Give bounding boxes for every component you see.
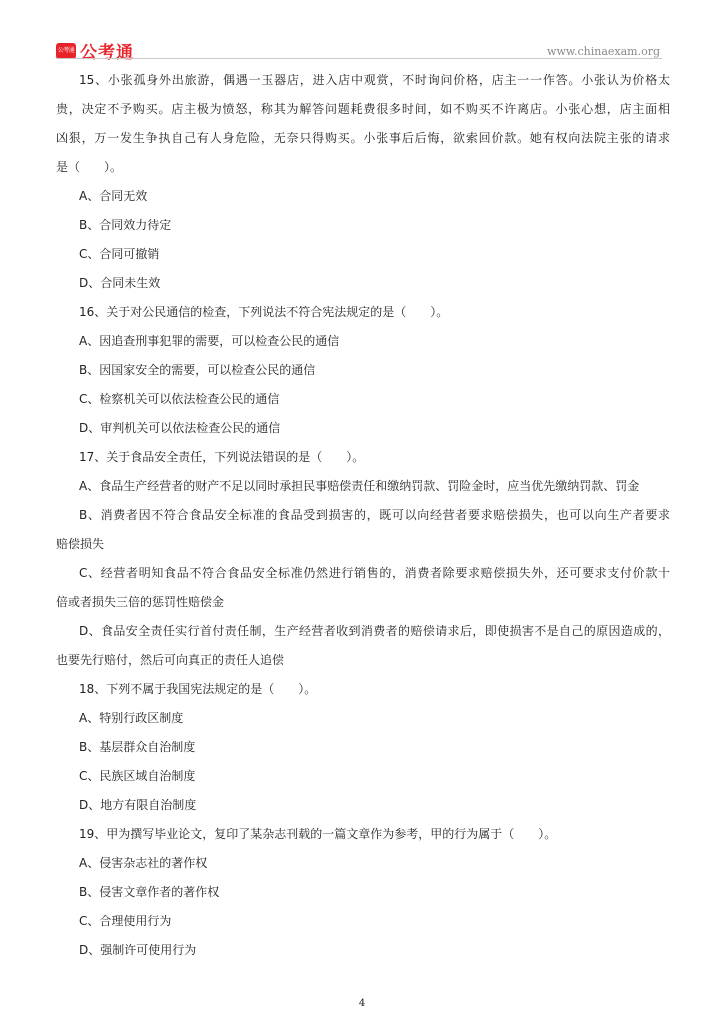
option-a[interactable] [56, 472, 670, 501]
option-text-line: A、侵害杂志社的著作权 [79, 856, 208, 870]
option-b[interactable] [56, 211, 670, 240]
option-a[interactable] [56, 327, 670, 356]
option-text-line: 倍或者损失三倍的惩罚性赔偿金 [56, 595, 225, 609]
option-text-line: C、经营者明知食品不符合食品安全标准仍然进行销售的，消费者除要求赔偿损失外，还可要求支付价款十 [79, 566, 670, 580]
option-d[interactable] [56, 269, 670, 298]
option-c[interactable] [56, 559, 670, 617]
option-text-line: A、因追查刑事犯罪的需要，可以检查公民的通信 [79, 334, 340, 348]
option-d[interactable] [56, 936, 670, 965]
option-b[interactable] [56, 356, 670, 385]
option-text-line: D、强制许可使用行为 [79, 943, 197, 957]
option-text-line: A、特别行政区制度 [79, 711, 184, 725]
option-text-line: A、食品生产经营者的财产不足以同时承担民事赔偿责任和缴纳罚款、罚险金时，应当优先缴纳罚款、罚金 [79, 479, 640, 493]
option-text-line: B、消费者因不符合食品安全标准的食品受到损害的，既可以向经营者要求赔偿损失，也可以向生产者要求 [79, 508, 670, 522]
brand-logo[interactable] [56, 38, 134, 63]
option-text-line: D、地方有限自治制度 [79, 798, 197, 812]
option-b[interactable] [56, 501, 670, 559]
option-d[interactable] [56, 617, 670, 675]
option-a[interactable] [56, 849, 670, 878]
option-a[interactable] [56, 182, 670, 211]
option-c[interactable] [56, 240, 670, 269]
question-stem-line: 贵，决定不予购买。店主极为愤怒，称其为解答问题耗费很多时间，如不购买不许离店。小张心想，店主面相 [56, 102, 670, 116]
page-header [56, 34, 662, 63]
option-text-line: D、食品安全责任实行首付责任制，生产经营者收到消费者的赔偿请求后，即使损害不是自己的原因造成的， [79, 624, 670, 638]
option-b[interactable] [56, 733, 670, 762]
question-19 [56, 820, 670, 965]
header-divider [56, 58, 662, 59]
option-text-line: 赔偿损失 [56, 537, 105, 551]
logo-badge-icon: 公考通 [56, 43, 76, 59]
option-text-line: C、检察机关可以依法检查公民的通信 [79, 392, 280, 406]
option-c[interactable] [56, 762, 670, 791]
question-18 [56, 675, 670, 820]
option-text-line: D、合同未生效 [79, 276, 161, 290]
option-text-line: B、合同效力待定 [79, 218, 172, 232]
page-number: 4 [358, 998, 366, 1009]
question-stem-line: 是（ ）。 [56, 160, 123, 174]
question-list [56, 66, 670, 965]
option-text-line: A、合同无效 [79, 189, 148, 203]
question-stem-line: 凶狠，万一发生争执自己有人身危险，无奈只得购买。小张事后后悔，欲索回价款。她有权向法院主张的请求 [56, 131, 670, 145]
option-b[interactable] [56, 878, 670, 907]
question-15 [56, 66, 670, 298]
question-stem-line: 16、关于对公民通信的检查，下列说法不符合宪法规定的是（ ）。 [79, 305, 449, 319]
option-a[interactable] [56, 704, 670, 733]
question-stem-line: 15、小张孤身外出旅游，偶遇一玉器店，进入店中观赏，不时询问价格，店主一一作答。小张认为价格太 [79, 73, 670, 87]
option-text-line: B、因国家安全的需要，可以检查公民的通信 [79, 363, 316, 377]
option-d[interactable] [56, 414, 670, 443]
question-stem-line: 18、下列不属于我国宪法规定的是（ ）。 [79, 682, 317, 696]
question-16 [56, 298, 670, 443]
option-text-line: C、合理使用行为 [79, 914, 172, 928]
option-c[interactable] [56, 907, 670, 936]
option-text-line: C、合同可撤销 [79, 247, 160, 261]
question-17 [56, 443, 670, 675]
option-c[interactable] [56, 385, 670, 414]
question-stem-line: 17、关于食品安全责任，下列说法错误的是（ ）。 [79, 450, 365, 464]
site-url-link[interactable]: www.chinaexam.org [547, 45, 660, 58]
question-stem-line: 19、甲为撰写毕业论文，复印了某杂志刊载的一篇文章作为参考，甲的行为属于（ ）。 [79, 827, 557, 841]
option-d[interactable] [56, 791, 670, 820]
option-text-line: 也要先行赔付，然后可向真正的责任人追偿 [56, 653, 285, 667]
logo-text: 公考通 [80, 43, 134, 63]
option-text-line: B、侵害文章作者的著作权 [79, 885, 220, 899]
option-text-line: B、基层群众自治制度 [79, 740, 196, 754]
option-text-line: D、审判机关可以依法检查公民的通信 [79, 421, 281, 435]
option-text-line: C、民族区域自治制度 [79, 769, 196, 783]
